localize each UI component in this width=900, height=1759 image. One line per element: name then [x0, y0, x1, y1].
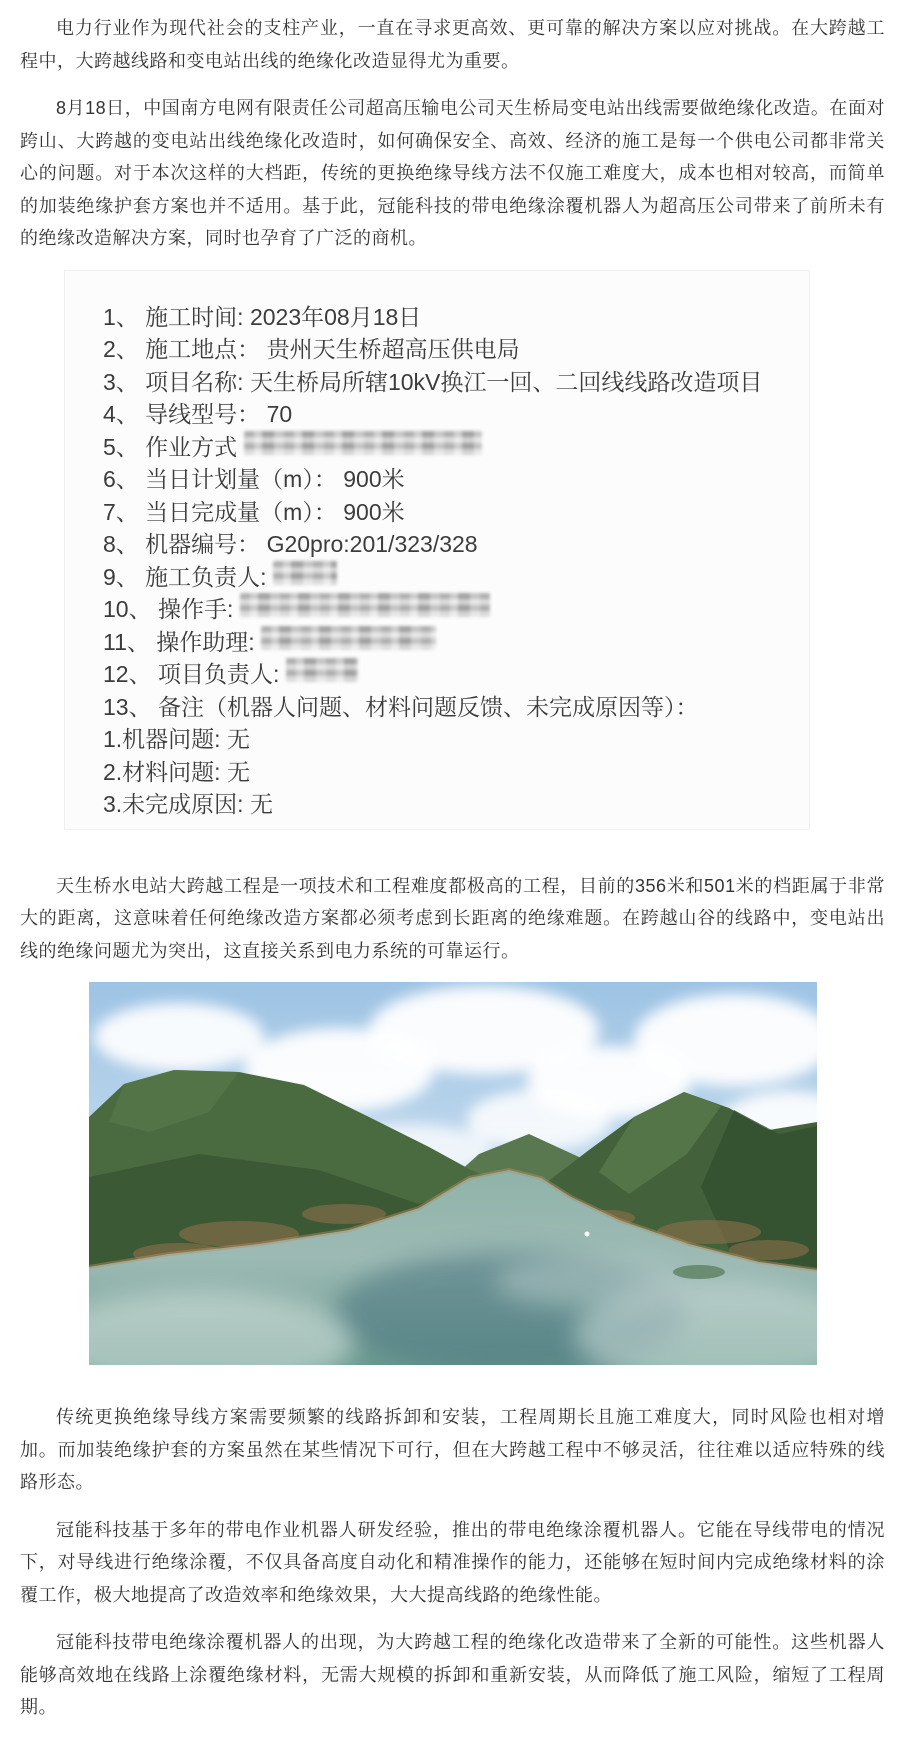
report-field-label: 11、 操作助理: — [103, 628, 262, 655]
report-row — [103, 593, 793, 626]
report-field-value: 贵州天生桥超高压供电局 — [266, 336, 520, 362]
report-field-value: 900米 — [343, 498, 405, 525]
report-row — [103, 431, 793, 464]
report-field-value: 2023年08月18日 — [249, 303, 422, 330]
report-field-label: 4、 导线型号： — [103, 401, 267, 427]
report-row — [103, 626, 793, 659]
redacted-value — [240, 593, 490, 617]
paragraph-conclusion: 冠能科技带电绝缘涂覆机器人的出现，为大跨越工程的绝缘化改造带来了全新的可能性。这些机器人能够高效地在线路上涂覆绝缘材料，无需大规模的拆卸和重新安装，从而降低了施工风险，缩短了工程周期。 — [20, 1632, 885, 1717]
report-field-label: 5、 作业方式 — [103, 433, 244, 460]
report-row — [103, 463, 793, 496]
report-row — [103, 398, 793, 431]
paragraph-robot-solution: 冠能科技基于多年的带电作业机器人研发经验，推出的带电绝缘涂覆机器人。它能在导线带电的情况下，对导线进行绝缘涂覆，不仅具备高度自动化和精准操作的能力，还能够在短时间内完成绝缘材料的涂覆工作，极大地提高了改造效率和绝缘效果，大大提高线路的绝缘性能。 — [20, 1519, 885, 1605]
report-row — [103, 301, 793, 334]
report-field-label: 6、 当日计划量（m）： — [103, 466, 344, 492]
report-field-value: 无 — [249, 791, 273, 817]
report-field-label: 1.机器问题: — [103, 726, 227, 752]
report-row — [103, 333, 793, 366]
landscape-photo-image — [89, 982, 817, 1365]
paragraph-intro: 电力行业作为现代社会的支柱产业，一直在寻求更高效、更可靠的解决方案以应对挑战。在大跨越工程中，大跨越线路和变电站出线的绝缘化改造显得尤为重要。 — [20, 18, 885, 71]
report-field-value: 无 — [226, 758, 250, 785]
report-row — [103, 528, 793, 561]
report-row — [103, 561, 793, 594]
redacted-value — [286, 658, 358, 682]
report-row — [103, 496, 793, 529]
report-field-label: 10、 操作手: — [103, 596, 240, 622]
report-row — [103, 756, 793, 789]
report-row — [103, 366, 793, 399]
report-row — [103, 691, 793, 724]
report-field-value: 900米 — [343, 466, 405, 492]
construction-report-card — [64, 270, 810, 830]
redacted-value — [261, 626, 436, 650]
paragraph-project-background: 8月18日，中国南方电网有限责任公司超高压输电公司天生桥局变电站出线需要做绝缘化改造。在面对跨山、大跨越的变电站出线绝缘化改造时，如何确保安全、高效、经济的施工是每一个供电公司都非常关心的问题。对于本次这样的大档距，传统的更换绝缘导线方法不仅施工难度大，成本也相对较高，而简单的加装绝缘护套方案也并不适用。基于此，冠能科技的带电绝缘涂覆机器人为超高压公司带来了前所未有的绝缘改造解决方案，同时也孕育了广泛的商机。 — [20, 98, 885, 248]
report-field-label: 3、 项目名称: — [103, 368, 250, 395]
report-field-value: 70 — [266, 401, 293, 427]
report-field-label: 12、 项目负责人: — [103, 661, 286, 687]
redacted-value — [273, 561, 337, 585]
report-field-label: 13、 备注（机器人问题、材料问题反馈、未完成原因等）： — [103, 693, 699, 720]
report-field-label: 1、 施工时间: — [103, 303, 250, 330]
report-field-label: 8、 机器编号： — [103, 531, 267, 557]
report-field-label: 2、 施工地点： — [103, 336, 267, 362]
report-row — [103, 658, 793, 691]
paragraph-span-challenge: 天生桥水电站大跨越工程是一项技术和工程难度都极高的工程，目前的356米和501米的档距属于非常大的距离，这意味着任何绝缘改造方案都必须考虑到长距离的绝缘难题。在跨越山谷的线路中，变电站出线的绝缘问题尤为突出，这直接关系到电力系统的可靠运行。 — [20, 875, 885, 961]
report-field-label: 7、 当日完成量（m）： — [103, 498, 344, 525]
report-field-value: G20pro:201/323/328 — [266, 531, 478, 557]
report-row — [103, 723, 793, 756]
report-field-label: 2.材料问题: — [103, 758, 227, 785]
report-row — [103, 788, 793, 821]
reservoir-photo — [89, 982, 817, 1365]
paragraph-traditional-methods: 传统更换绝缘导线方案需要频繁的线路拆卸和安装，工程周期长且施工难度大，同时风险也相对增加。而加装绝缘护套的方案虽然在某些情况下可行，但在大跨越工程中不够灵活，往往难以适应特殊的线路形态。 — [20, 1407, 885, 1492]
report-field-label: 9、 施工负责人: — [103, 563, 273, 590]
report-field-value: 无 — [226, 726, 250, 752]
report-field-label: 3.未完成原因: — [103, 791, 250, 817]
report-field-value: 天生桥局所辖10kV换江一回、二回线线路改造项目 — [249, 368, 763, 395]
redacted-value — [244, 431, 482, 455]
